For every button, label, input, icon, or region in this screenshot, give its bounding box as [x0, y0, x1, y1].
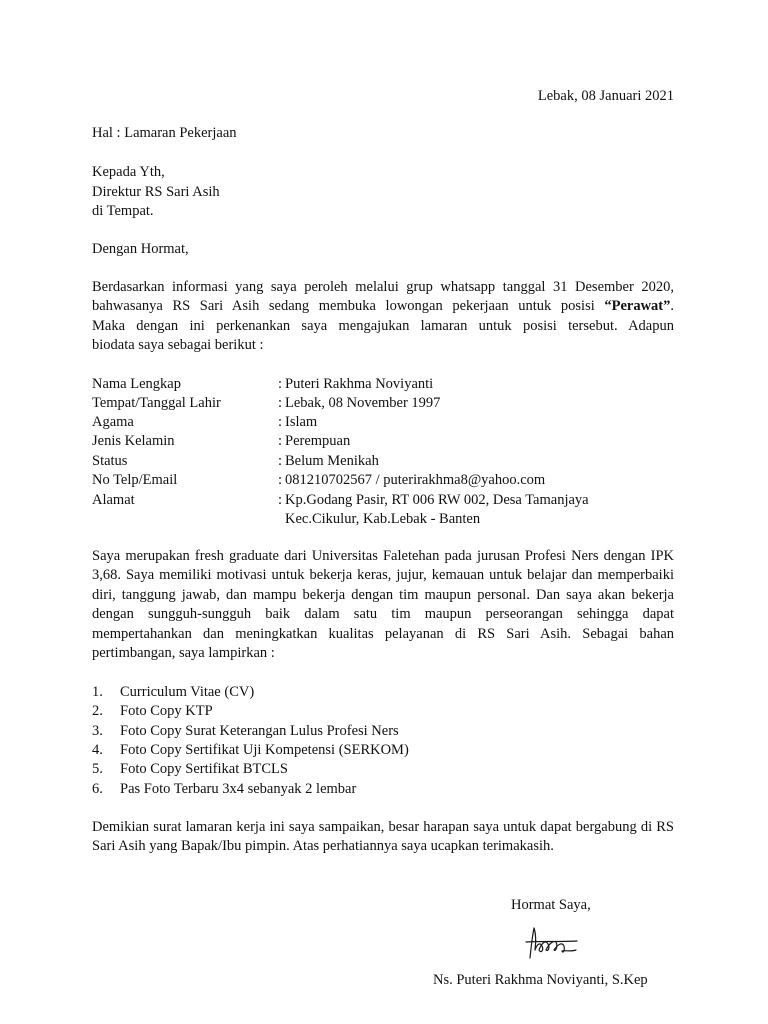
biodata-value: Kp.Godang Pasir, RT 006 RW 002, Desa Tamanjaya — [285, 492, 589, 508]
list-text: Curriculum Vitae (CV) — [120, 684, 255, 700]
closing-paragraph — [92, 818, 674, 857]
intro-line-3: Maka dengan ini perkenankan saya mengajukan lamaran untuk posisi tersebut. Adapun — [92, 317, 674, 334]
position-name: “Perawat” — [604, 298, 671, 315]
list-number: 6. — [92, 781, 103, 797]
biodata-row — [92, 432, 674, 452]
biodata-label: Tempat/Tanggal Lahir — [92, 395, 221, 411]
list-number: 4. — [92, 742, 103, 758]
signer-name: Ns. Puteri Rakhma Noviyanti, S.Kep — [433, 972, 648, 988]
biodata-row — [92, 491, 674, 511]
signature-mark — [522, 920, 582, 962]
body-paragraph — [92, 547, 674, 663]
list-number: 5. — [92, 761, 103, 777]
biodata-row — [92, 394, 674, 414]
letter-date: Lebak, 08 Januari 2021 — [537, 88, 674, 104]
biodata-colon: : — [278, 453, 283, 469]
biodata-label: No Telp/Email — [92, 472, 178, 488]
biodata-value: 081210702567 / puterirakhma8@yahoo.com — [285, 472, 546, 488]
intro-line-1: Berdasarkan informasi yang saya peroleh melalui grup whatsapp tanggal 31 Desember 2020, — [92, 279, 674, 295]
closing-text: Demikian surat lamaran kerja ini saya sampaikan, besar harapan saya untuk dapat bergabung di RS Sari Asih yang Bapak/Ibu pimpin. Atas perhatiannya saya ucapkan terimakasih. — [92, 819, 674, 855]
biodata-label: Nama Lengkap — [92, 376, 181, 392]
biodata-row — [92, 452, 674, 472]
letter-subject: Hal : Lamaran Pekerjaan — [92, 125, 237, 141]
list-text: Foto Copy Sertifikat Uji Kompetensi (SERKOM) — [120, 742, 409, 758]
biodata-row — [92, 413, 674, 433]
biodata-colon: : — [278, 492, 283, 508]
biodata-value: Belum Menikah — [285, 453, 379, 469]
biodata-row — [92, 471, 674, 491]
list-number: 3. — [92, 723, 103, 739]
list-text: Foto Copy KTP — [120, 703, 213, 719]
biodata-colon: : — [278, 395, 283, 411]
biodata-value: Kec.Cikulur, Kab.Lebak - Banten — [285, 511, 481, 527]
biodata-row — [92, 375, 674, 395]
biodata-value: Puteri Rakhma Noviyanti — [285, 376, 434, 392]
biodata-value: Perempuan — [285, 433, 351, 449]
biodata-row-continuation — [92, 510, 674, 530]
sign-off: Hormat Saya, — [511, 897, 591, 913]
body-text: Saya merupakan fresh graduate dari Universitas Faletehan pada jurusan Profesi Ners dengan IPK 3,68. Saya memiliki motivasi untuk bekerja keras, jujur, kemauan untuk belajar dan memperbaiki diri, tanggung jawab, dan mampu bekerja dengan tim maupun personal. Dan saya akan bekerja dengan sungguh-sungguh baik dalam satu tim maupun perseorangan sehingga dapat mempertahankan dan meningkatkan kualitas pelayanan di RS Sari Asih. Sebagai bahan pertimbangan, saya lampirkan : — [92, 548, 674, 662]
list-text: Pas Foto Terbaru 3x4 sebanyak 2 lembar — [120, 781, 357, 797]
intro-line-2-text: bahwasanya RS Sari Asih sedang membuka lowongan pekerjaan untuk posisi — [92, 298, 605, 315]
biodata-label: Jenis Kelamin — [92, 433, 175, 449]
list-number: 2. — [92, 703, 103, 719]
list-number: 1. — [92, 684, 103, 700]
biodata-value: Lebak, 08 November 1997 — [285, 395, 441, 411]
biodata-colon: : — [278, 433, 283, 449]
recipient-line-1: Kepada Yth, — [92, 164, 165, 180]
biodata-label: Alamat — [92, 492, 135, 508]
list-text: Foto Copy Surat Keterangan Lulus Profesi Ners — [120, 723, 399, 739]
greeting: Dengan Hormat, — [92, 241, 189, 257]
intro-line-2-end: . — [670, 298, 674, 315]
recipient-line-3: di Tempat. — [92, 203, 154, 219]
intro-line-4: biodata saya sebagai berikut : — [92, 337, 264, 354]
biodata-label: Agama — [92, 414, 134, 430]
biodata-colon: : — [278, 414, 283, 430]
biodata-value: Islam — [285, 414, 318, 430]
intro-paragraph — [92, 278, 674, 356]
biodata-colon: : — [278, 376, 283, 392]
biodata-colon: : — [278, 472, 283, 488]
recipient-line-2: Direktur RS Sari Asih — [92, 184, 220, 200]
biodata-label: Status — [92, 453, 128, 469]
intro-line-2 — [92, 297, 674, 316]
list-text: Foto Copy Sertifikat BTCLS — [120, 761, 288, 777]
